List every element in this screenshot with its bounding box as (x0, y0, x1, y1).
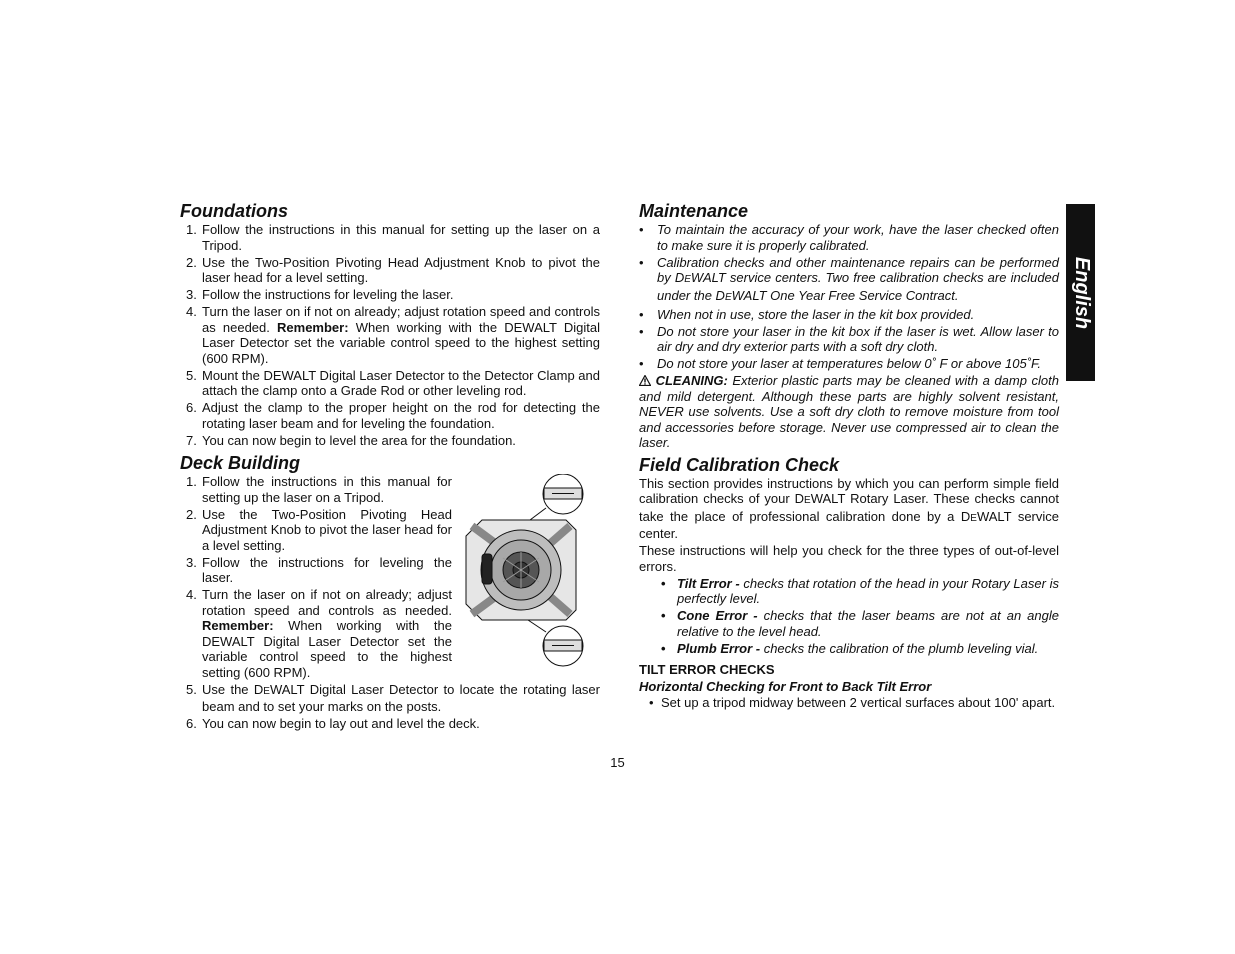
language-tab: English (1066, 204, 1095, 381)
list-item: 1. Follow the instructions in this manual for setting up the laser on a Tripod. (186, 474, 452, 505)
list-item: • Plumb Error - checks the calibration of the plumb leveling vial. (661, 640, 1039, 656)
field-calibration-intro: This section provides instructions by which you can perform simple field calibration checks of your DEWALT Rotary Laser. These checks cannot take the place of professional calibration done by a DEWALT service center. (639, 475, 1059, 541)
deck-building-section (180, 474, 600, 680)
list-item: 2. Use the Two-Position Pivoting Head Adjustment Knob to pivot the laser head for a level setting. (186, 254, 600, 285)
list-item: 2. Use the Two-Position Pivoting Head Adjustment Knob to pivot the laser head for a level setting. (186, 506, 452, 553)
list-item: 6. Adjust the clamp to the proper height on the rod for detecting the rotating laser beam and for leveling the foundation. (186, 400, 600, 431)
tilt-steps-list (639, 695, 1059, 711)
list-item: • Set up a tripod midway between 2 vertical surfaces about 100' apart. (649, 695, 1056, 710)
maintenance-list (639, 222, 1059, 372)
list-item: • Do not store your laser in the kit box if the laser is wet. Allow laser to air dry and dry exterior parts with a soft dry cloth. (639, 323, 1059, 354)
list-item: 3. Follow the instructions for leveling the laser. (186, 554, 452, 585)
tilt-error-subheading: Horizontal Checking for Front to Back Tilt Error (639, 678, 932, 694)
page-number: 15 (610, 755, 625, 770)
list-item: 5. Mount the DEWALT Digital Laser Detector to the Detector Clamp and attach the clamp onto a Grade Rod or other leveling rod. (186, 367, 600, 398)
error-types-list (639, 576, 1059, 657)
list-item: • When not in use, store the laser in the kit box provided. (639, 306, 975, 322)
list-item: 1. Follow the instructions in this manual for setting up the laser on a Tripod. (186, 222, 600, 253)
laser-label-panel (482, 554, 492, 584)
deck-list (180, 474, 452, 680)
list-item: 7. You can now begin to level the area for the foundation. (186, 432, 516, 448)
field-calibration-heading: Field Calibration Check (639, 454, 840, 475)
list-item: 4. Turn the laser on if not on already; adjust rotation speed and controls as needed. Remember: When working with the DEWALT Digital Laser Detector set the variable control speed to the highest setting (600 RPM). (186, 304, 600, 366)
list-item: 6. You can now begin to lay out and level the deck. (186, 716, 480, 731)
foundations-list (180, 222, 600, 448)
warning-icon (639, 375, 651, 386)
maintenance-heading: Maintenance (639, 201, 749, 221)
list-item: 3. Follow the instructions for leveling the laser. (186, 287, 454, 302)
list-item: 4. Turn the laser on if not on already; adjust rotation speed and controls as needed. Remember: When working with the DEWALT Digital Laser Detector set the variable control speed to the highest setting (600 RPM). (186, 587, 452, 680)
foundations-heading: Foundations (180, 201, 288, 221)
list-item: • Cone Error - checks that the laser beams are not at an angle relative to the level head. (661, 608, 1059, 639)
list-item: • Do not store your laser at temperatures below 0˚ F or above 105˚F. (639, 356, 1041, 371)
list-item: • To maintain the accuracy of your work, have the laser checked often to make sure it is properly calibrated. (639, 222, 1059, 253)
cleaning-paragraph: CLEANING: Exterior plastic parts may be cleaned with a damp cloth and mild detergent. Although these parts are highly solvent resistant, NEVER use solvents. Use a soft dry cloth to remove moisture from tool and accessories before storage. Never use compressed air to clean the laser. (639, 373, 1059, 450)
list-item: • Calibration checks and other maintenance repairs can be performed by DEWALT service centers. Two free calibration checks are included under the DEWALT One Year Free Service Contract. (639, 254, 1060, 303)
list-item: • Tilt Error - checks that rotation of the head in your Rotary Laser is perfectly level. (661, 575, 1059, 606)
deck-list-continued (180, 682, 600, 732)
left-column (180, 200, 600, 733)
list-item: 5. Use the DEWALT Digital Laser Detector to locate the rotating laser beam and to set your marks on the posts. (186, 681, 600, 714)
deck-building-heading: Deck Building (180, 453, 301, 473)
right-column (639, 200, 1059, 711)
tilt-error-heading: TILT ERROR CHECKS (639, 662, 775, 677)
laser-level-vials-figure (462, 474, 588, 674)
field-calibration-types: These instructions will help you check for the three types of out-of-level errors. (639, 543, 1059, 574)
